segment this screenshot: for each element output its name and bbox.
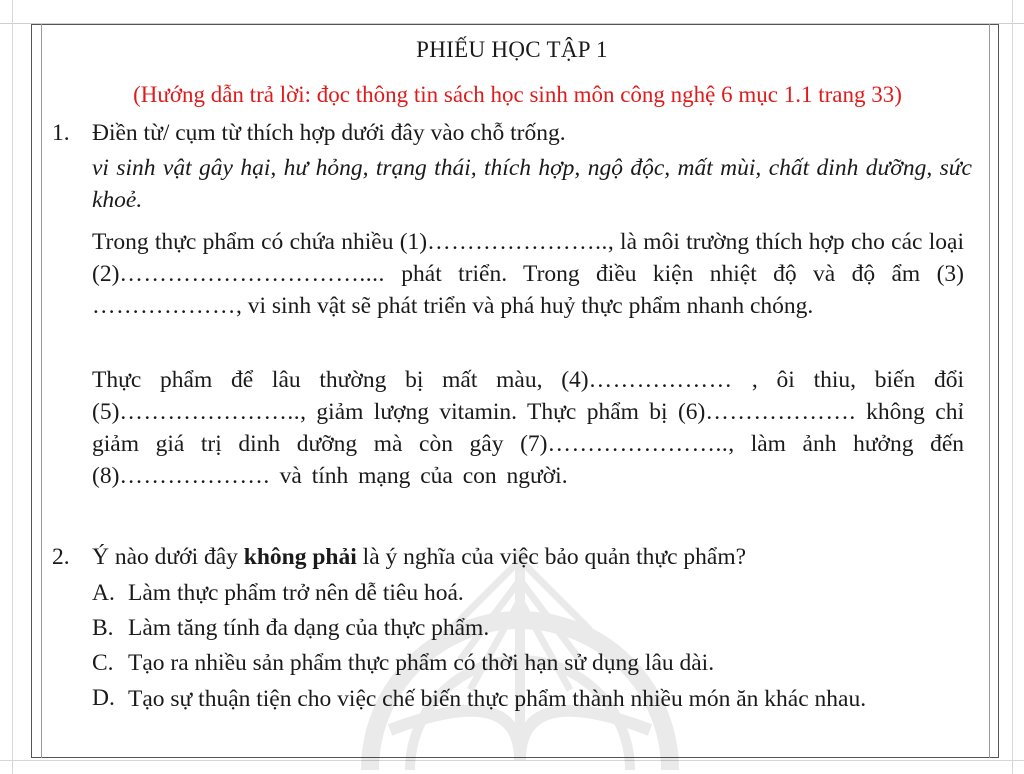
blank-4: ………………: [588, 367, 752, 393]
option-letter: B.: [92, 615, 114, 641]
option-letter: A.: [92, 580, 115, 606]
option-c: [92, 648, 967, 680]
option-text: Làm thực phẩm trở nên dễ tiêu hoá.: [128, 580, 464, 606]
question-2-number: 2.: [52, 544, 70, 570]
blank-5: …………………..: [119, 399, 301, 425]
blank-8: ……………….: [119, 463, 270, 489]
option-b: [92, 613, 967, 645]
fill-in-paragraph-2: [92, 364, 964, 492]
paragraph-text: , làm ảnh hưởng đến (8): [92, 431, 965, 489]
paragraph-text: phát triển. Trong điều kiện nhiệt độ và độ ẩm (3): [384, 261, 964, 287]
blank-1: …………………..: [427, 229, 608, 255]
fill-in-paragraph-1: [92, 226, 964, 322]
option-d: [92, 683, 967, 715]
prompt-text: là ý nghĩa của việc bảo quản thực phẩm?: [356, 544, 747, 570]
paragraph-text: , giảm lượng vitamin. Thực phẩm bị (6): [300, 399, 706, 425]
question-1-prompt: Điền từ/ cụm từ thích hợp dưới đây vào chỗ trống.: [92, 120, 566, 146]
blank-3: ………………: [92, 293, 236, 319]
blank-7: …………………..: [547, 431, 729, 457]
worksheet-title: PHIẾU HỌC TẬP 1: [416, 37, 608, 62]
option-text: Làm tăng tính đa dạng của thực phẩm.: [128, 615, 490, 641]
option-text: Tạo sự thuận tiện cho việc chế biến thực phẩm thành nhiều món ăn khác nhau.: [128, 686, 867, 712]
paragraph-text: không chỉ giảm giá trị dinh dưỡng mà còn gây (7): [92, 399, 964, 457]
answer-instruction: (Hướng dẫn trả lời: đọc thông tin sách học sinh môn công nghệ 6 mục 1.1 trang 33): [133, 82, 902, 107]
blank-2: …………………………....: [119, 261, 385, 287]
paragraph-text: , ôi thiu, biến đổi (5): [92, 367, 965, 425]
prompt-text: Ý nào dưới đây: [92, 544, 244, 570]
word-bank: vi sinh vật gây hại, hư hỏng, trạng thái, thích hợp, ngộ độc, mất mùi, chất dinh dưỡng, sức khoẻ.: [92, 155, 972, 213]
option-letter: C.: [92, 650, 114, 676]
paragraph-text: và tính mạng của con người.: [269, 463, 568, 489]
option-letter: D.: [92, 685, 115, 711]
paragraph-text: Thực phẩm để lâu thường bị mất màu, (4): [92, 367, 589, 393]
prompt-emphasis: không phải: [243, 544, 357, 570]
question-2-prompt: [92, 542, 972, 574]
question-1-number: 1.: [52, 120, 70, 146]
paragraph-text: Trong thực phẩm có chứa nhiều (1): [92, 229, 428, 255]
blank-6: ……………….: [705, 399, 856, 425]
option-a: [92, 578, 967, 610]
paragraph-text: , là môi trường thích hợp cho các loại (2): [92, 229, 964, 287]
option-text: Tạo ra nhiều sản phẩm thực phẩm có thời hạn sử dụng lâu dài.: [128, 650, 715, 676]
paragraph-text: , vi sinh vật sẽ phát triển và phá huỷ thực phẩm nhanh chóng.: [236, 293, 814, 319]
